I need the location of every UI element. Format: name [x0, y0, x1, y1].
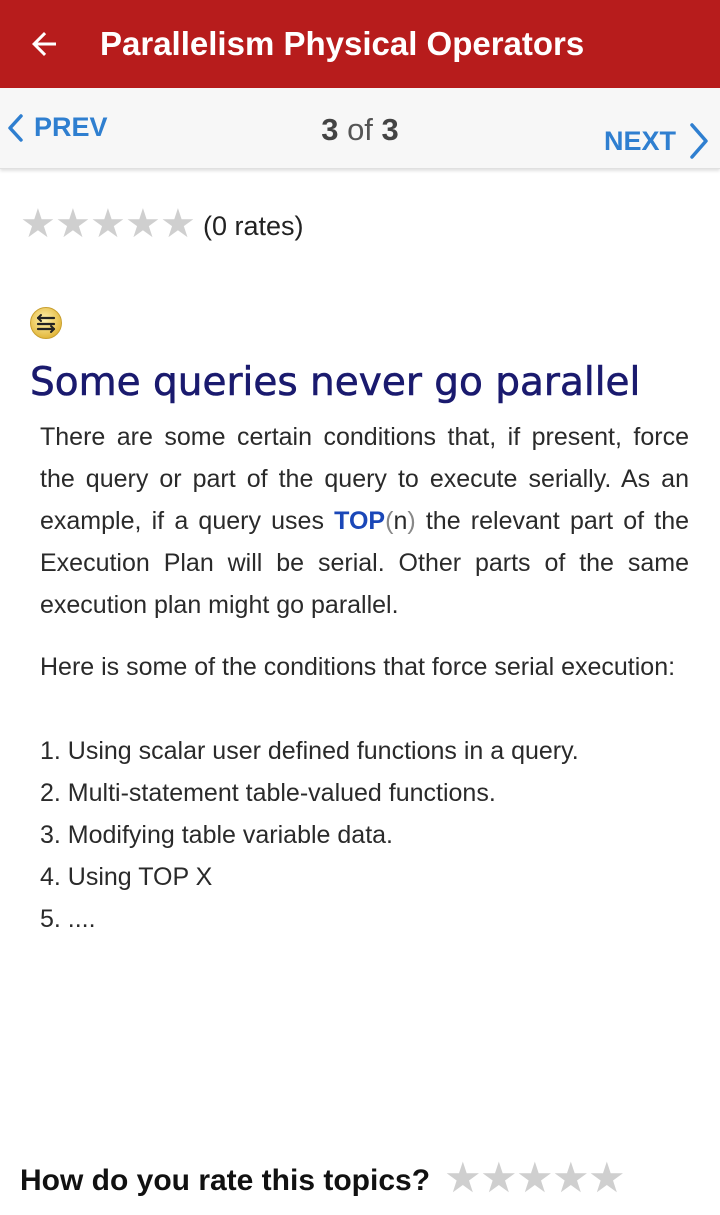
star-icon[interactable]: ★ — [20, 202, 56, 246]
list-item: 2. Multi-statement table-valued functions. — [40, 779, 496, 807]
rating-stars — [20, 202, 195, 246]
current-page: 3 — [321, 112, 339, 147]
star-icon[interactable]: ★ — [552, 1154, 590, 1201]
paren-close: ) — [407, 507, 416, 535]
pager — [0, 88, 720, 169]
topic-rating — [20, 202, 304, 246]
total-pages: 3 — [381, 112, 399, 147]
rate-stars-input — [444, 1156, 624, 1200]
rate-question: How do you rate this topics? — [20, 1164, 431, 1197]
paragraph-text: There are some certain conditions that, if present, force the query or part of the query to execute serially. As an example, if a query uses — [40, 423, 689, 535]
star-icon[interactable]: ★ — [160, 202, 196, 246]
star-icon[interactable]: ★ — [444, 1154, 482, 1201]
star-icon[interactable]: ★ — [55, 202, 91, 246]
topic-content — [40, 416, 689, 940]
list-item: 3. Modifying table variable data. — [40, 821, 393, 849]
star-icon[interactable]: ★ — [480, 1154, 518, 1201]
next-label: NEXT — [603, 125, 676, 156]
star-icon[interactable]: ★ — [90, 202, 126, 246]
prev-label: PREV — [34, 112, 108, 142]
star-icon[interactable]: ★ — [125, 202, 161, 246]
paren-open: ( — [385, 507, 394, 535]
page-of-label: of — [347, 112, 373, 147]
paragraph-intro — [40, 416, 689, 626]
topic-heading: Some queries never go parallel — [30, 360, 641, 405]
app-title: Parallelism Physical Operators — [100, 25, 585, 62]
conditions-list — [40, 730, 689, 940]
list-item: 1. Using scalar user defined functions in a query. — [40, 737, 579, 765]
star-icon[interactable]: ★ — [516, 1154, 554, 1201]
paragraph-conditions-intro: Here is some of the conditions that force serial execution: — [40, 653, 676, 681]
chevron-right-icon — [688, 122, 710, 160]
rates-count: (0 rates) — [203, 210, 304, 241]
rate-topic-footer — [20, 1156, 624, 1200]
list-item: 4. Using TOP X — [40, 863, 213, 891]
app-bar — [0, 0, 720, 88]
paragraph-text: the relevant part of the Execution Plan will be serial. Other parts of the same execution plan might go parallel. — [40, 507, 690, 619]
list-item: 5. .... — [40, 905, 96, 933]
next-button[interactable] — [604, 122, 710, 160]
param-n: n — [393, 507, 408, 535]
arrow-back-icon — [26, 26, 62, 62]
list-arrows-icon — [29, 306, 63, 340]
back-button[interactable] — [0, 0, 88, 88]
top-keyword: TOP — [334, 507, 386, 535]
star-icon[interactable]: ★ — [588, 1154, 626, 1201]
